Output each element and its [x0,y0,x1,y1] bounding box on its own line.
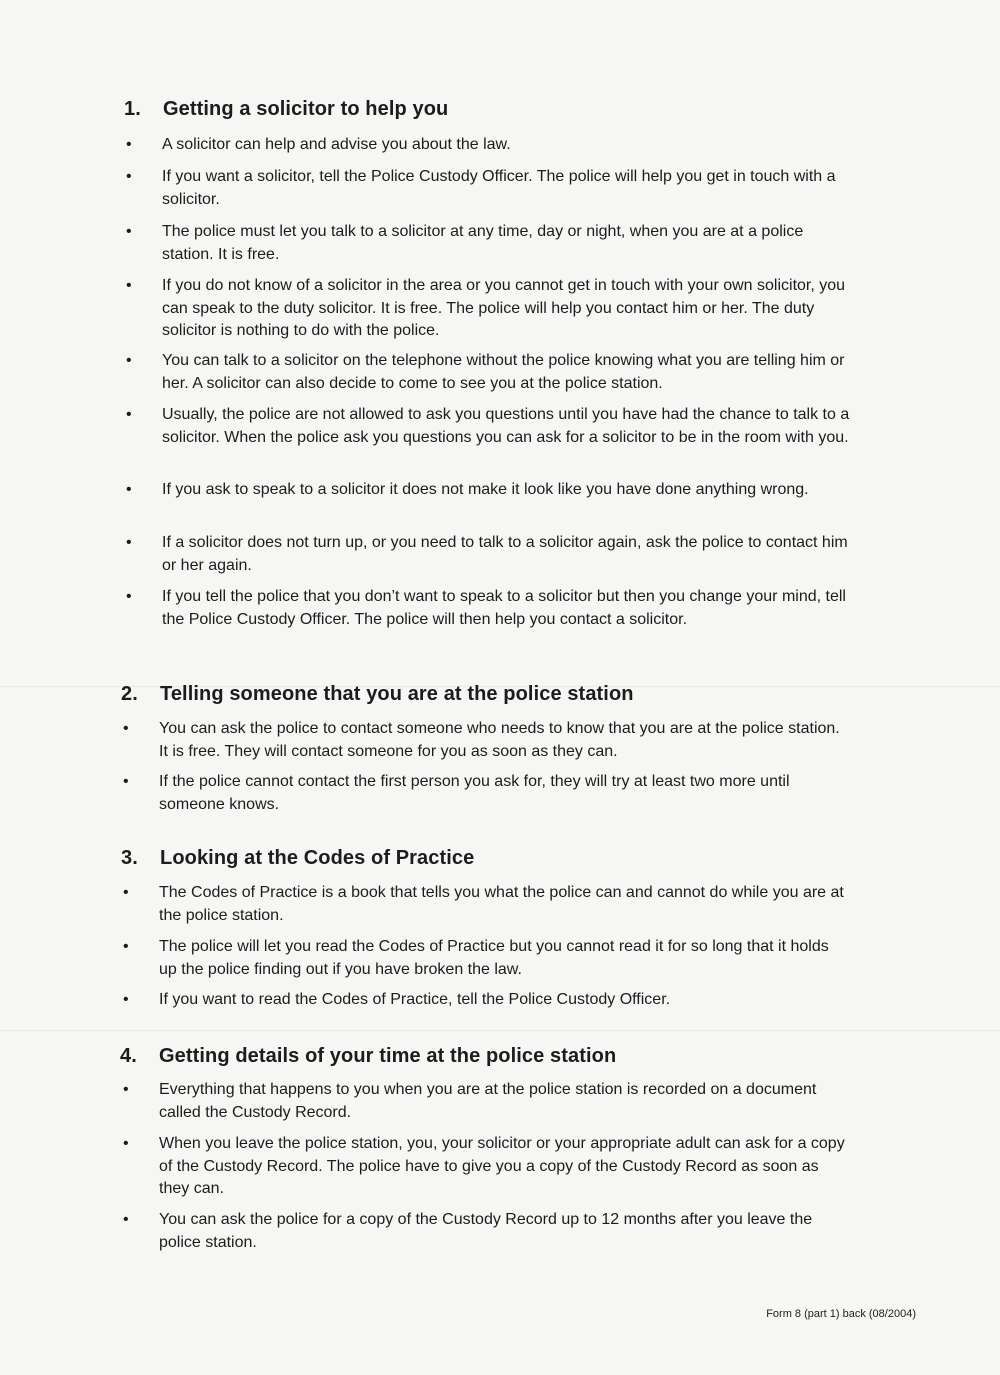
paper-fold-line [0,1030,1000,1031]
list-item-text: If you want to read the Codes of Practice, tell the Police Custody Officer. [159,991,671,1008]
list-item-text: You can talk to a solicitor on the telephone without the police knowing what you are telling him or her. A solicitor can also decide to come to see you at the police station. [162,352,845,392]
bullet: • [123,1135,129,1152]
list-item-text: The police must let you talk to a solicitor at any time, day or night, when you are at a police station. It is free. [162,223,804,263]
list-item-text: If you want a solicitor, tell the Police Custody Officer. The police will help you get in touch with a solicitor. [162,168,836,208]
bullet: • [126,406,132,423]
bullet: • [126,588,132,605]
bullet: • [123,720,129,737]
bullet: • [123,1081,129,1098]
list-item-text: A solicitor can help and advise you about the law. [162,136,511,153]
list-item-text: If you do not know of a solicitor in the area or you cannot get in touch with your own solicitor, you can speak to the duty solicitor. It is free. The police will help you contact him or her. The duty solicitor is nothing to do with the police. [162,277,846,339]
list-item-text: Everything that happens to you when you are at the police station is recorded on a document called the Custody Record. [159,1081,817,1121]
section-number: 4. [120,1045,137,1067]
section-title: Looking at the Codes of Practice [160,847,475,869]
bullet: • [126,481,132,498]
section-title: Getting details of your time at the police station [159,1045,617,1067]
bullet: • [123,773,129,790]
list-item-text: When you leave the police station, you, your solicitor or your appropriate adult can ask for a copy of the Custody Record. The police have to give you a copy of the Custody Record as soon as they can. [159,1135,845,1197]
bullet: • [126,352,132,369]
bullet: • [123,991,129,1008]
list-item-text: The Codes of Practice is a book that tells you what the police can and cannot do while you are at the police station. [159,884,844,924]
bullet: • [123,884,129,901]
bullet: • [126,277,132,294]
section-number: 1. [124,98,141,120]
list-item-text: If you ask to speak to a solicitor it does not make it look like you have done anything wrong. [162,481,809,498]
list-item-text: You can ask the police for a copy of the Custody Record up to 12 months after you leave the police station. [159,1211,813,1251]
bullet: • [123,938,129,955]
section-number: 2. [121,683,138,705]
bullet: • [126,534,132,551]
list-item-text: Usually, the police are not allowed to ask you questions until you have had the chance to talk to a solicitor. When the police ask you questions you can ask for a solicitor to be in the room with you. [162,406,850,446]
bullet: • [123,1211,129,1228]
list-item-text: The police will let you read the Codes of Practice but you cannot read it for so long that it holds up the police finding out if you have broken the law. [159,938,829,978]
list-item-text: You can ask the police to contact someone who needs to know that you are at the police station. It is free. They will contact someone for you as soon as they can. [159,720,840,760]
section-number: 3. [121,847,138,869]
bullet: • [126,223,132,240]
list-item-text: If the police cannot contact the first person you ask for, they will try at least two more until someone knows. [159,773,790,813]
list-item-text: If you tell the police that you don’t want to speak to a solicitor but then you change your mind, tell the Police Custody Officer. The police will then help you contact a solicitor. [162,588,846,628]
section-title: Telling someone that you are at the police station [160,683,634,705]
bullet: • [126,136,132,153]
bullet: • [126,168,132,185]
list-item-text: If a solicitor does not turn up, or you need to talk to a solicitor again, ask the police to contact him or her again. [162,534,848,574]
form-reference: Form 8 (part 1) back (08/2004) [766,1308,916,1320]
section-title: Getting a solicitor to help you [163,98,449,120]
